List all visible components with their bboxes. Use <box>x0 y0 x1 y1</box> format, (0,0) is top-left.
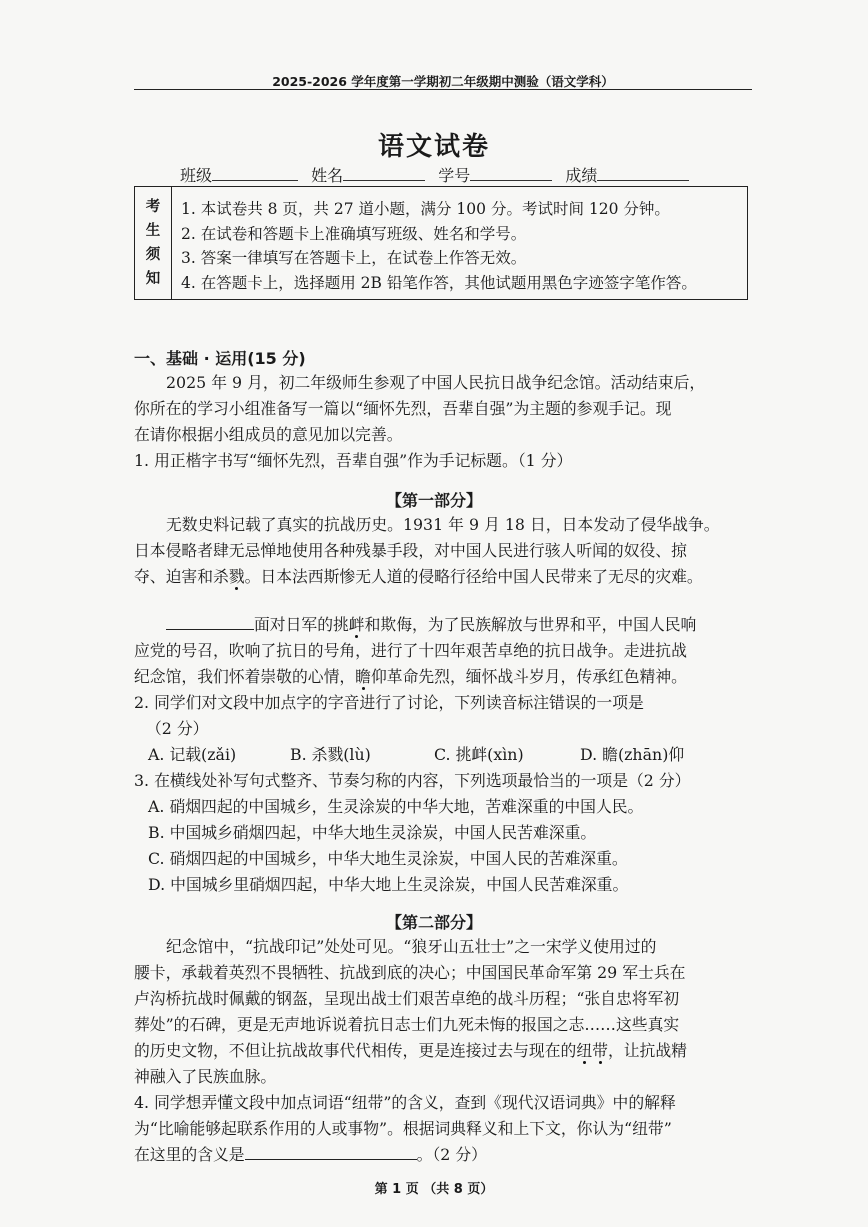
notice-item: 2. 在试卷和答题卡上准确填写班级、姓名和学号。 <box>181 224 527 243</box>
option-d[interactable]: D. 瞻(zhān)仰 <box>580 745 685 764</box>
notice-item: 3. 答案一律填写在答题卡上，在试卷上作答无效。 <box>181 249 527 267</box>
page-footer: 第 1 页 （共 8 页） <box>374 1182 494 1197</box>
text-span: 面对日军的挑 <box>254 615 349 634</box>
part1-heading: 【第一部分】 <box>385 491 482 510</box>
option-d[interactable]: D. 中国城乡里硝烟四起，中华大地上生灵涂炭，中国人民苦难深重。 <box>148 875 629 894</box>
notice-char: 须 <box>145 246 161 263</box>
passage-line: 卢沟桥抗战时佩戴的钢盔，呈现出战士们艰苦卓绝的战斗历程；“张自忠将军初 <box>134 989 680 1008</box>
text-span: 和欺侮，为了民族解放与世界和平，中国人民响 <box>364 615 697 634</box>
class-label: 班级 <box>180 166 213 185</box>
option-b[interactable]: B. 杀戮(lù) <box>290 745 371 764</box>
passage-line <box>134 564 703 590</box>
notice-char: 知 <box>145 270 161 287</box>
passage-line: 葬处”的石碑，更是无声地诉说着抗日志士们九死未悔的报国之志……这些真实 <box>134 1015 680 1034</box>
score-blank[interactable] <box>597 166 689 181</box>
notice-item: 1. 本试卷共 8 页，共 27 道小题，满分 100 分。考试时间 120 分钟。 <box>181 200 670 218</box>
notice-char: 考 <box>145 198 161 215</box>
id-label: 学号 <box>438 166 471 185</box>
passage-line: 腰卡，承载着英烈不畏牺牲、抗战到底的决心；中国国民革命军第 29 军士兵在 <box>134 963 686 982</box>
question-2-score: （2 分） <box>146 719 209 738</box>
exam-notice-box <box>134 186 748 300</box>
section-heading: 一、基础 · 运用(15 分) <box>134 349 306 368</box>
page-title: 语文试卷 <box>377 132 490 162</box>
question-4 <box>134 1142 487 1168</box>
class-blank[interactable] <box>212 166 298 181</box>
name-blank[interactable] <box>343 166 425 181</box>
part2-heading: 【第二部分】 <box>385 913 482 932</box>
text-span: 仰革命先烈，缅怀战斗岁月，传承红色精神。 <box>370 667 687 686</box>
passage-line: 纪念馆中，“抗战印记”处处可见。“狼牙山五壮士”之一宋学义使用过的 <box>166 937 657 956</box>
passage-line: 应党的号召，吹响了抗日的号角，进行了十四年艰苦卓绝的抗日战争。走进抗战 <box>134 641 687 660</box>
question-1: 1. 用正楷字书写“缅怀先烈，吾辈自强”作为手记标题。（1 分） <box>134 451 573 470</box>
passage-line <box>166 612 696 638</box>
text-span: 。（2 分） <box>416 1145 487 1164</box>
passage-line: 无数史料记载了真实的抗战历史。1931 年 9 月 18 日，日本发动了侵华战争。 <box>166 515 720 534</box>
notice-side-label <box>135 187 172 299</box>
option-c[interactable]: C. 挑衅(xìn) <box>434 745 524 764</box>
question-2: 2. 同学们对文段中加点字的字音进行了讨论，下列读音标注错误的一项是 <box>134 693 644 712</box>
intro-line: 你所在的学习小组准备写一篇以“缅怀先烈，吾辈自强”为主题的参观手记。现 <box>134 399 672 418</box>
dotted-char: 衅 <box>348 615 365 634</box>
text-span: ，让抗战精 <box>607 1041 687 1060</box>
text-span: 在这里的含义是 <box>134 1145 245 1164</box>
question-4: 4. 同学想弄懂文段中加点词语“纽带”的含义，查到《现代汉语词典》中的解释 <box>134 1093 676 1112</box>
dotted-char: 纽 <box>576 1041 593 1060</box>
text-span: 。日本法西斯惨无人道的侵略行径给中国人民带来了无尽的灾难。 <box>244 567 703 586</box>
question-3: 3. 在横线处补写句式整齐、节奏匀称的内容，下列选项最恰当的一项是（2 分） <box>134 771 691 790</box>
option-a[interactable]: A. 记载(zǎi) <box>148 745 237 764</box>
header-rule <box>134 89 752 90</box>
intro-line: 2025 年 9 月，初二年级师生参观了中国人民抗日战争纪念馆。活动结束后， <box>166 373 706 392</box>
student-info-row <box>180 163 697 186</box>
name-label: 姓名 <box>311 166 344 185</box>
score-label: 成绩 <box>565 166 598 185</box>
passage-line <box>134 664 687 690</box>
text-span: 纪念馆，我们怀着崇敬的心情， <box>134 667 356 686</box>
notice-list <box>181 197 697 295</box>
intro-line: 在请你根据小组成员的意见加以完善。 <box>134 425 403 444</box>
dotted-char: 带 <box>592 1041 608 1060</box>
option-a[interactable]: A. 硝烟四起的中国城乡，生灵涂炭的中华大地，苦难深重的中国人民。 <box>148 797 644 816</box>
dotted-char: 戮 <box>228 567 245 586</box>
text-span: 夺、迫害和杀 <box>134 567 229 586</box>
answer-blank[interactable] <box>245 1143 417 1160</box>
passage-line: 日本侵略者肆无忌惮地使用各种残暴手段，对中国人民进行骇人听闻的奴役、掠 <box>134 541 687 560</box>
notice-char: 生 <box>145 222 161 239</box>
id-blank[interactable] <box>470 166 552 181</box>
passage-line: 神融入了民族血脉。 <box>134 1067 277 1086</box>
exam-header: 2025-2026 学年度第一学期初二年级期中测验（语文学科） <box>272 74 614 89</box>
dotted-char: 瞻 <box>355 667 371 686</box>
option-c[interactable]: C. 硝烟四起的中国城乡，中华大地生灵涂炭，中国人民的苦难深重。 <box>148 849 628 868</box>
fill-blank[interactable] <box>166 613 254 630</box>
notice-item: 4. 在答题卡上，选择题用 2B 铅笔作答，其他试题用黑色字迹签字笔作答。 <box>181 273 697 292</box>
text-span: 的历史文物，不但让抗战故事代代相传，更是连接过去与现在的 <box>134 1041 577 1060</box>
question-4: 为“比喻能够起联系作用的人或事物”。根据词典释义和上下文，你认为“纽带” <box>134 1119 672 1138</box>
option-b[interactable]: B. 中国城乡硝烟四起，中华大地生灵涂炭，中国人民苦难深重。 <box>148 823 597 842</box>
passage-line <box>134 1038 687 1064</box>
